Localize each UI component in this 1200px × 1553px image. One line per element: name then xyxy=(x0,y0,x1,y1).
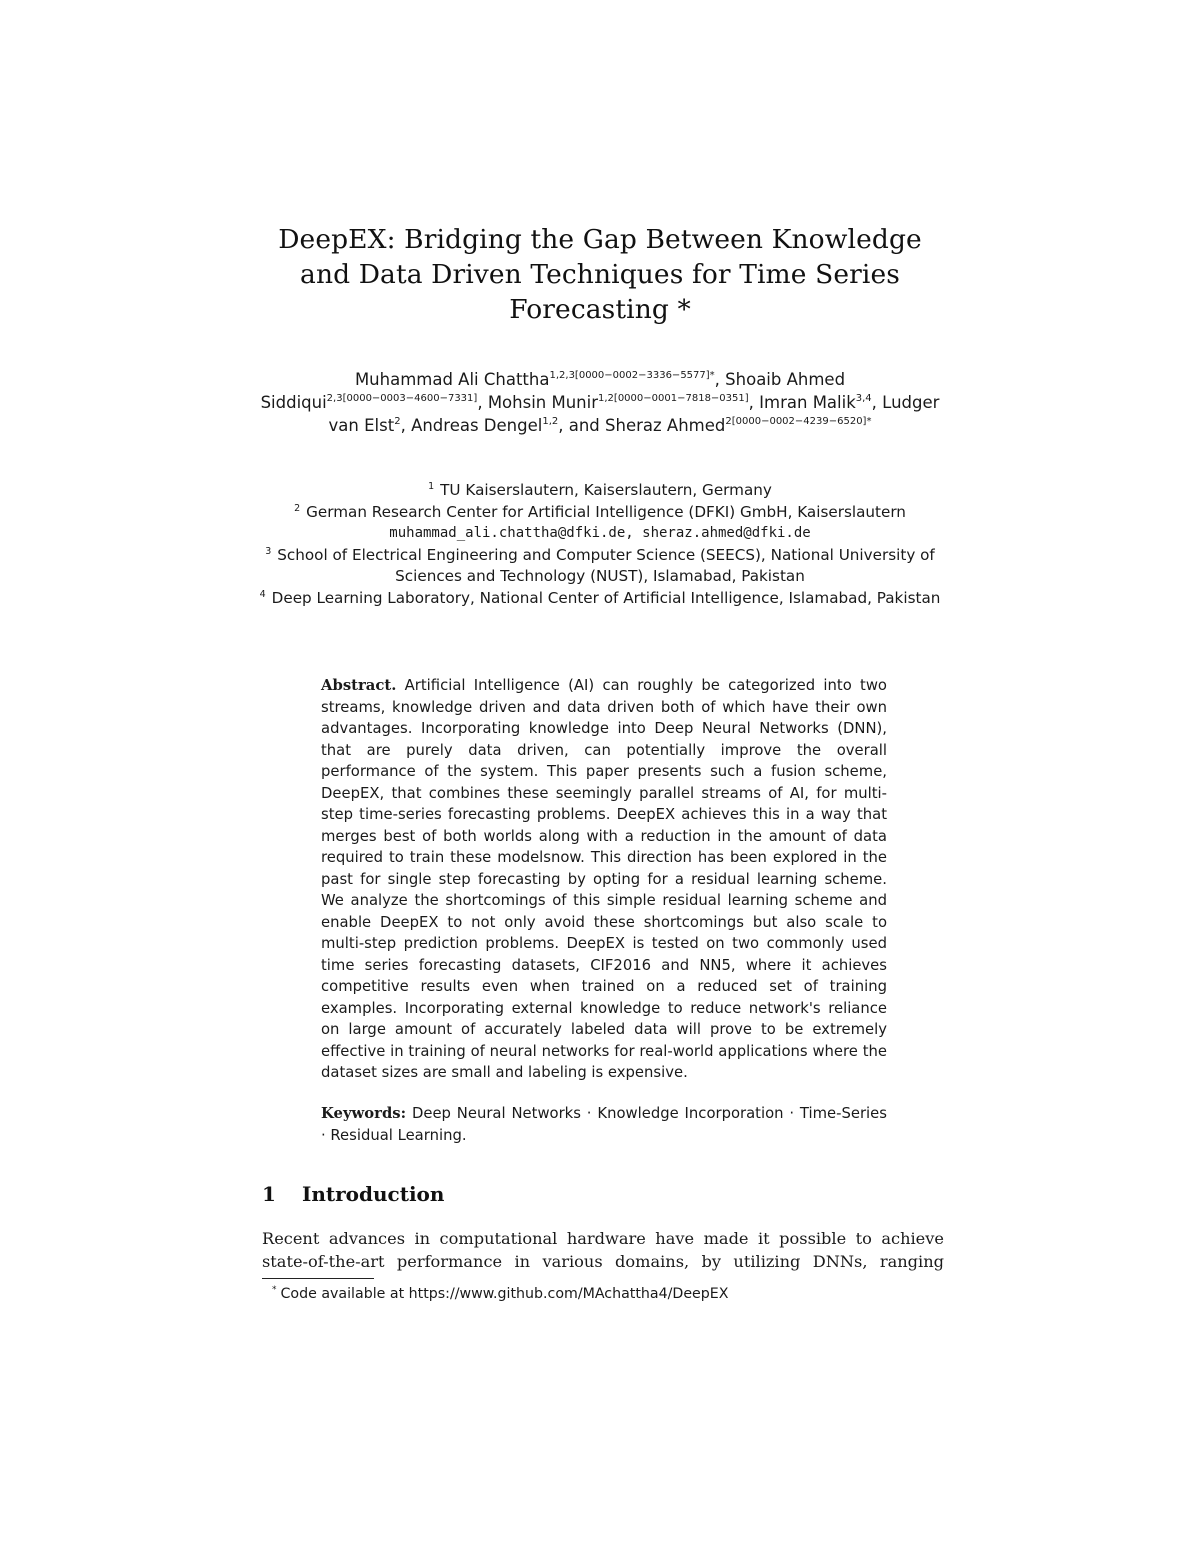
author-affil-mark: 1,2,3[0000−0002−3336−5577]* xyxy=(549,370,715,381)
author-separator: , xyxy=(400,416,412,435)
keywords xyxy=(321,1103,887,1146)
author-name: Andreas Dengel xyxy=(411,416,543,435)
affiliation xyxy=(250,545,950,588)
affiliation-list xyxy=(250,480,950,610)
abstract-text: Artificial Intelligence (AI) can roughly be categorized into two streams, knowledge driven and data driven both of which have their own advantages. Incorporating knowledge into Deep Neural Networks (DNN), that are purely data driven, can potentially improve the overall performance of the system. This paper presents such a fusion scheme, DeepEX, that combines these seemingly parallel streams of AI, for multi-step time-series forecasting problems. DeepEX achieves this in a way that merges best of both worlds along with a reduction in the amount of data required to train these modelsnow. This direction has been explored in the past for single step forecasting by opting for a residual learning scheme. We analyze the shortcomings of this simple residual learning scheme and enable DeepEX to not only avoid these shortcomings but also scale to multi-step prediction problems. DeepEX is tested on two commonly used time series forecasting datasets, CIF2016 and NN5, where it achieves competitive results even when trained on a reduced set of training examples. Incorporating external knowledge to reduce network's reliance on large amount of accurately labeled data will prove to be extremely effective in training of neural networks for real-world applications where the dataset sizes are small and labeling is expensive. xyxy=(321,677,887,1081)
footnote-mark: * xyxy=(272,1285,277,1295)
intro-paragraph: Recent advances in computational hardware have made it possible to achieve state-of-the-art performance in various domains, by utilizing DNNs, ranging xyxy=(262,1229,944,1271)
affiliation-mark: 2 xyxy=(294,502,301,514)
affiliation-mark: 3 xyxy=(265,545,272,557)
title-line-3: Forecasting * xyxy=(509,294,691,325)
author-separator: , and xyxy=(558,416,606,435)
footnote-text[interactable]: Code available at https://www.github.com/MAchattha4/DeepEX xyxy=(280,1286,729,1302)
author-name: Shoaib Ahmed Siddiqui xyxy=(260,370,846,412)
author-affil-mark: 1,2[0000−0001−7818−0351] xyxy=(598,393,749,404)
affiliation-text: German Research Center for Artificial Intelligence (DFKI) GmbH, Kaiserslautern xyxy=(306,502,906,521)
footnote xyxy=(272,1284,932,1304)
affiliation-text: School of Electrical Engineering and Computer Science (SEECS), National University of Sciences and Technology (NUST), Islamabad, Pakistan xyxy=(277,545,935,586)
author-list xyxy=(255,368,945,437)
affiliation xyxy=(250,502,950,524)
affiliation xyxy=(250,480,950,502)
author-name: Sheraz Ahmed xyxy=(605,416,726,435)
author-affil-mark: 2 xyxy=(394,416,401,427)
author-affil-mark: 2,3[0000−0003−4600−7331] xyxy=(326,393,478,404)
affiliation-text: TU Kaiserslautern, Kaiserslautern, Germany xyxy=(440,481,772,499)
author-name: Ludger van Elst xyxy=(328,393,940,435)
section-heading xyxy=(262,1180,444,1208)
keywords-text: Deep Neural Networks · Knowledge Incorporation · Time-Series · Residual Learning. xyxy=(321,1105,887,1144)
author-separator: , xyxy=(714,370,726,389)
author-name: Imran Malik xyxy=(759,393,856,412)
abstract-label: Abstract. xyxy=(321,677,397,694)
contact-emails[interactable]: muhammad_ali.chattha@dfki.de, sheraz.ahmed@dfki.de xyxy=(389,525,811,542)
abstract xyxy=(321,675,887,1084)
author-name: Mohsin Munir xyxy=(487,393,599,412)
author-separator: , xyxy=(871,393,883,412)
author-separator: , xyxy=(748,393,760,412)
title-line-2: and Data Driven Techniques for Time Series xyxy=(300,259,900,290)
affiliation-mark: 4 xyxy=(259,588,266,600)
section-title: Introduction xyxy=(302,1182,445,1206)
author-affil-mark: 1,2 xyxy=(542,416,559,427)
author-separator: , xyxy=(477,393,488,412)
paper-title xyxy=(230,222,970,327)
affiliation xyxy=(250,588,950,610)
section-number: 1 xyxy=(262,1182,276,1206)
title-line-1: DeepEX: Bridging the Gap Between Knowledge xyxy=(278,224,922,255)
author-affil-mark: 2[0000−0002−4239−6520]* xyxy=(725,416,872,427)
affiliation-mark: 1 xyxy=(428,481,435,492)
author-name: Muhammad Ali Chattha xyxy=(354,370,550,389)
keywords-label: Keywords: xyxy=(321,1105,407,1122)
author-affil-mark: 3,4 xyxy=(855,393,872,404)
affiliation-text: Deep Learning Laboratory, National Center of Artificial Intelligence, Islamabad, Pakistan xyxy=(271,588,941,607)
footnote-rule xyxy=(262,1278,374,1279)
